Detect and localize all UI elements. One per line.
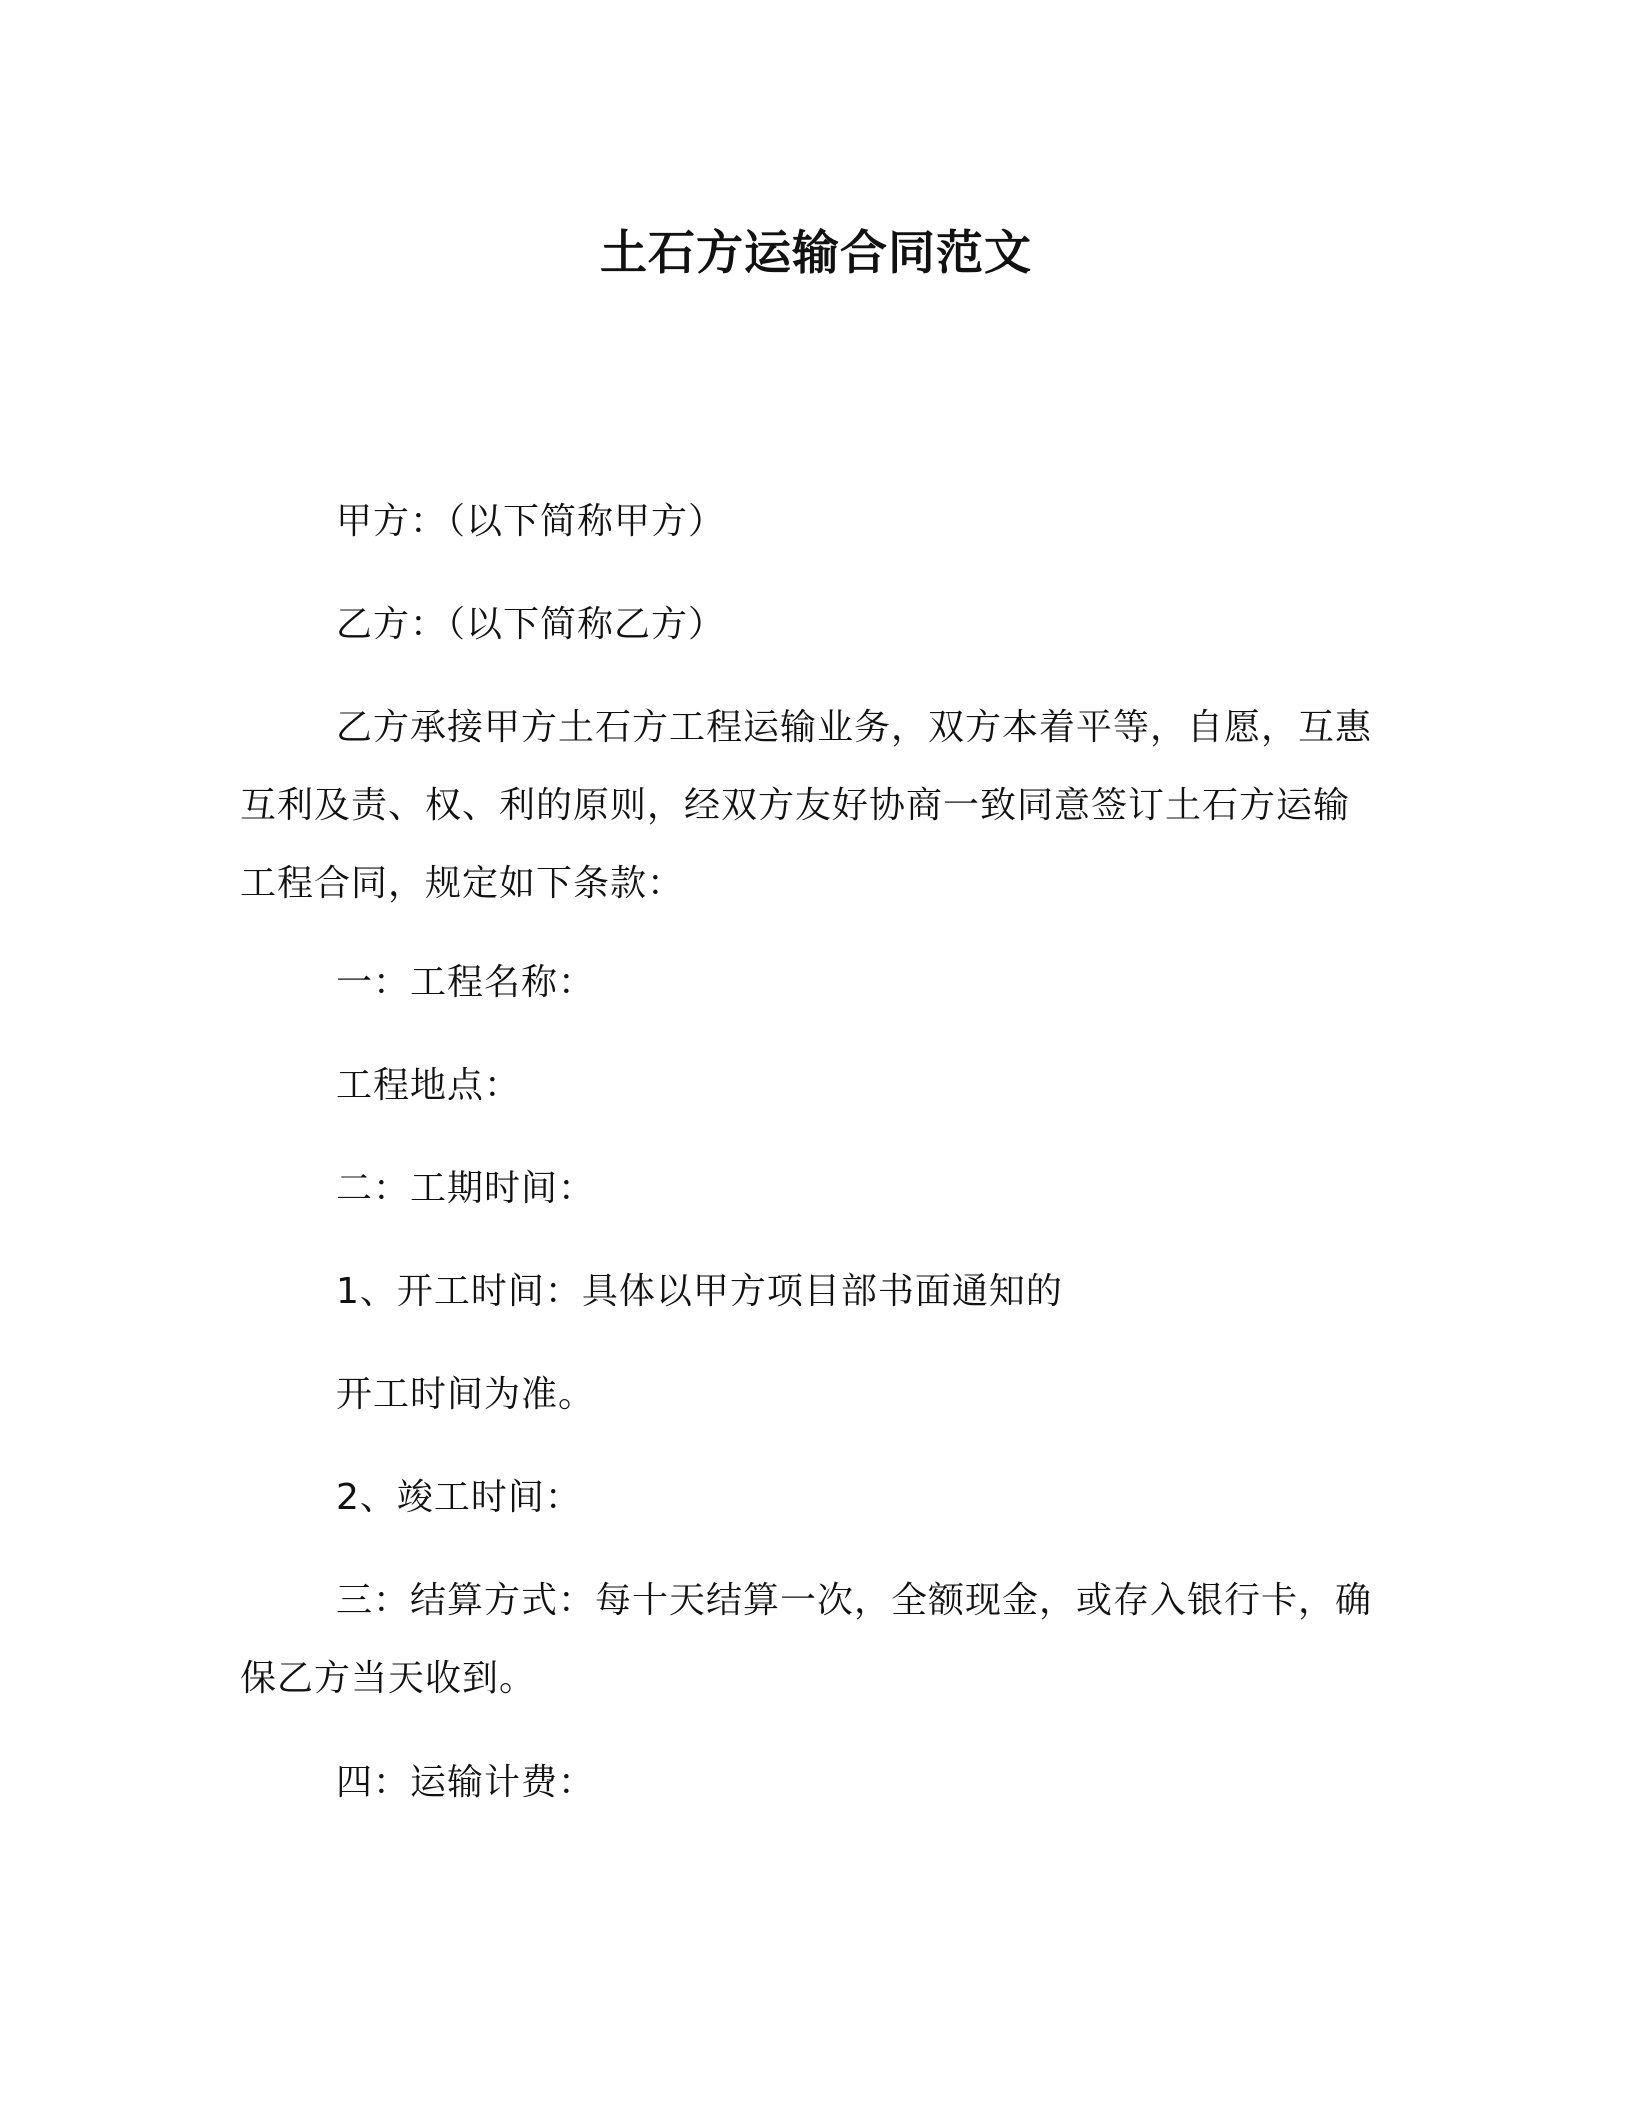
preamble-line-1: 乙方承接甲方土石方工程运输业务，双方本着平等，自愿，互惠: [336, 707, 1373, 748]
preamble-line-3: 工程合同，规定如下条款：: [240, 863, 685, 904]
completion-time: 2、竣工时间：: [336, 1477, 582, 1518]
section-2-schedule: 二：工期时间：: [336, 1168, 596, 1209]
document-title: 土石方运输合同范文: [600, 226, 1032, 281]
section-1-project-name: 一：工程名称：: [336, 962, 596, 1003]
start-time-line-1: 1、开工时间：具体以甲方项目部书面通知的: [336, 1271, 1063, 1312]
section-3-settlement-line-2: 保乙方当天收到。: [240, 1658, 537, 1699]
party-b-line: 乙方：（以下简称乙方）: [336, 604, 726, 645]
section-3-settlement-line-1: 三：结算方式：每十天结算一次，全额现金，或存入银行卡，确: [336, 1580, 1373, 1621]
project-location: 工程地点：: [336, 1065, 522, 1106]
start-time-line-2: 开工时间为准。: [336, 1374, 596, 1415]
party-a-line: 甲方：（以下简称甲方）: [336, 501, 726, 542]
section-4-transport-fees: 四：运输计费：: [336, 1762, 596, 1803]
preamble-line-2: 互利及责、权、利的原则，经双方友好协商一致同意签订土石方运输: [240, 785, 1351, 826]
